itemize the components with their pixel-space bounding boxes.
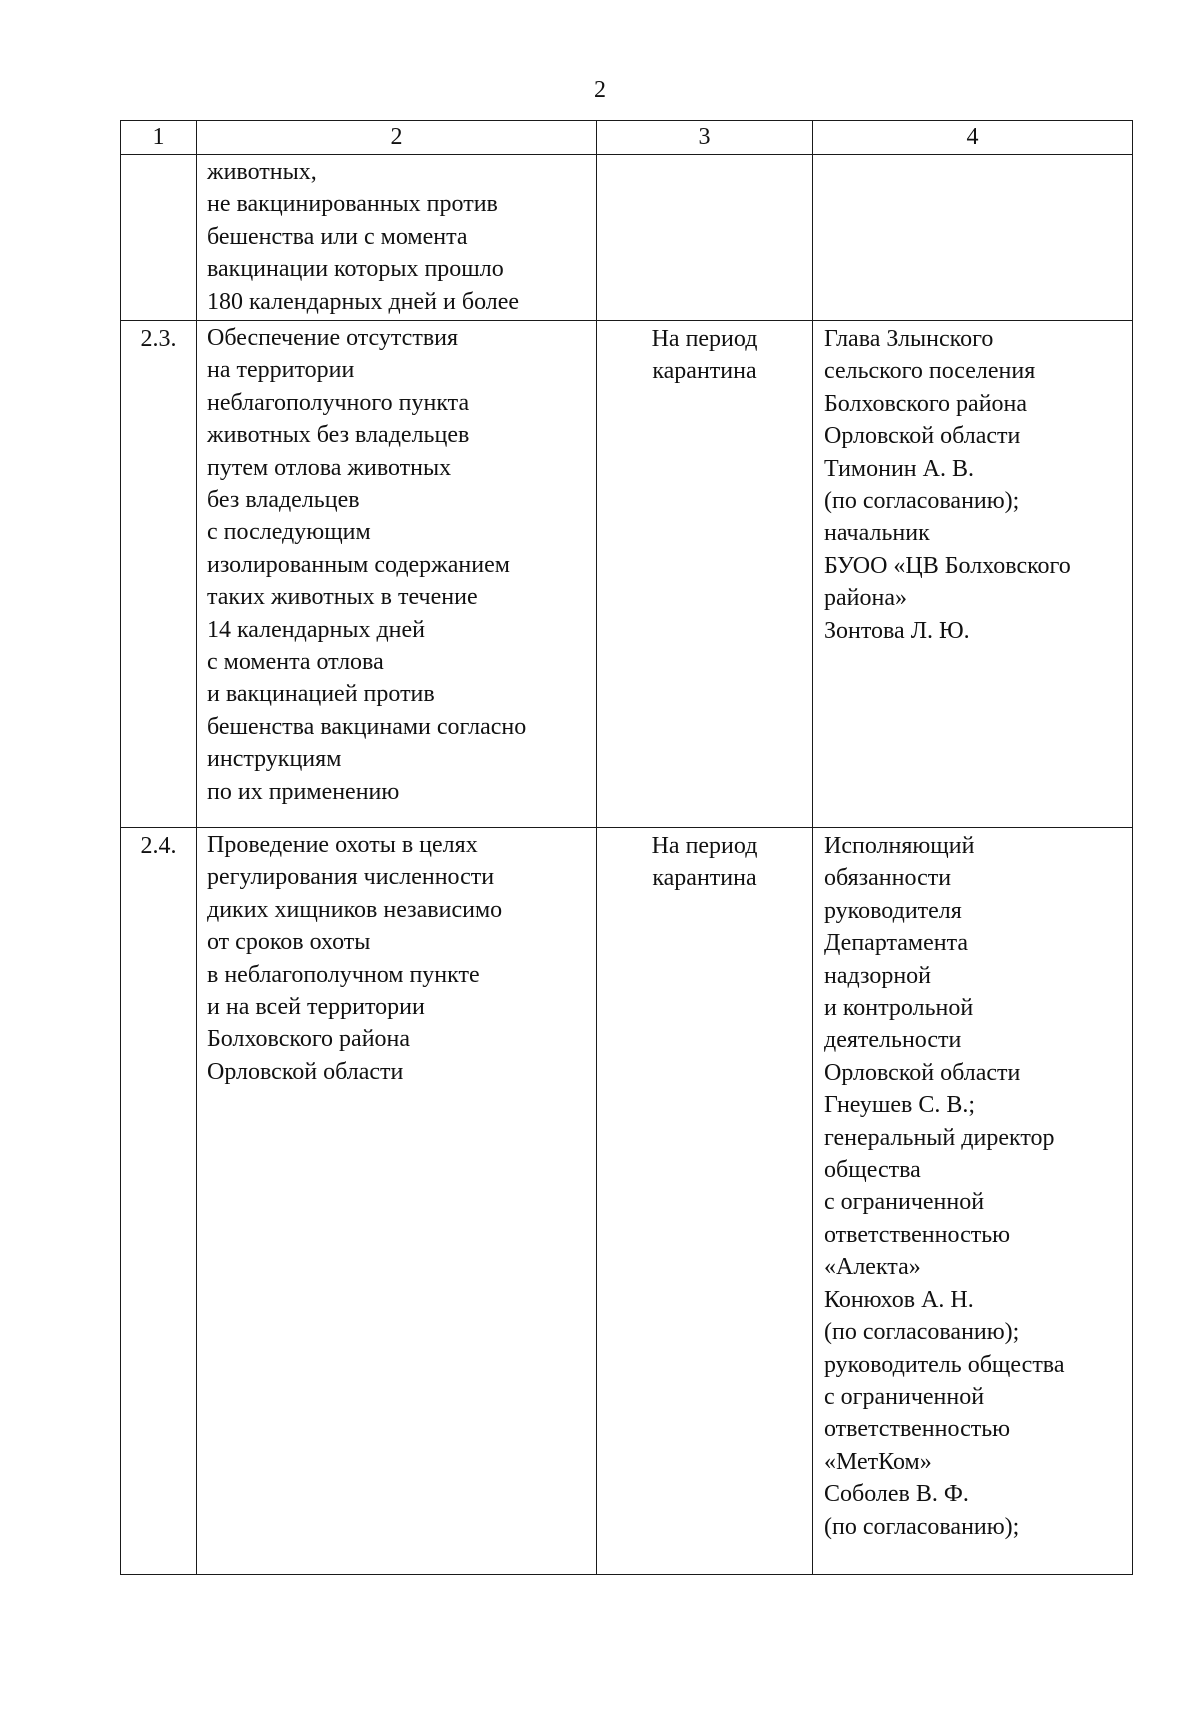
responsible-line: Гнеушев С. В.;	[824, 1092, 976, 1119]
measures-table	[120, 120, 1133, 1575]
column-number-3: 3	[597, 121, 813, 155]
description-line: и на всей территории	[207, 994, 425, 1021]
description-line: с момента отлова	[207, 649, 384, 676]
responsible-line: БУОО «ЦВ Болховского	[824, 552, 1071, 579]
description-line: Орловской области	[207, 1058, 404, 1085]
responsible-line: общества	[824, 1157, 921, 1184]
page-number: 2	[594, 77, 606, 103]
responsible-line: (по согласованию);	[824, 1513, 1020, 1540]
description-line: и вакцинацией против	[207, 681, 435, 708]
description-cell	[197, 321, 597, 828]
responsible-line: надзорной	[824, 962, 932, 989]
responsible-cell	[813, 828, 1133, 1575]
column-number-4: 4	[813, 121, 1133, 155]
responsible-line: Болховского района	[824, 390, 1028, 417]
description-line: по их применению	[207, 778, 400, 805]
description-line: регулирования численности	[207, 864, 495, 891]
item-number-cell: 2.4.	[121, 828, 197, 1575]
responsible-line: с ограниченной	[824, 1383, 985, 1410]
responsible-line: Исполняющий	[824, 833, 975, 859]
responsible-line: руководителя	[824, 897, 962, 924]
responsible-line: «Алекта»	[824, 1254, 921, 1281]
table-row	[121, 155, 1133, 321]
table-row	[121, 828, 1133, 1575]
description-cell	[197, 828, 597, 1575]
description-line: вакцинации которых прошло	[207, 256, 504, 283]
description-line: животных без владельцев	[207, 422, 470, 449]
responsible-line: Орловской области	[824, 423, 1021, 450]
responsible-line: Соболев В. Ф.	[824, 1481, 969, 1508]
responsible-cell	[813, 321, 1133, 828]
responsible-line: деятельности	[824, 1027, 962, 1054]
description-line: животных,	[207, 159, 317, 185]
term-cell	[597, 155, 813, 321]
description-line: 180 календарных дней и более	[207, 288, 520, 315]
table-header-row	[121, 121, 1133, 155]
responsible-line: района»	[824, 585, 907, 612]
description-line: неблагополучного пункта	[207, 389, 470, 416]
responsible-line: (по согласованию);	[824, 1319, 1020, 1346]
term-cell	[597, 321, 813, 828]
responsible-line: Зонтова Л. Ю.	[824, 617, 970, 644]
responsible-line: генеральный директор	[824, 1124, 1055, 1151]
description-cell	[197, 155, 597, 321]
description-line: не вакцинированных против	[207, 191, 498, 218]
responsible-line: ответственностью	[824, 1416, 1011, 1443]
responsible-line: Конюхов А. Н.	[824, 1286, 974, 1313]
description-line: Обеспечение отсутствия	[207, 325, 459, 351]
column-number-2: 2	[197, 121, 597, 155]
responsible-line: Орловской области	[824, 1059, 1021, 1086]
responsible-line: Департамента	[824, 930, 969, 957]
term-line: карантина	[652, 358, 757, 385]
responsible-line: руководитель общества	[824, 1351, 1065, 1378]
responsible-line: (по согласованию);	[824, 488, 1020, 515]
item-number-cell	[121, 155, 197, 321]
responsible-cell	[813, 155, 1133, 321]
responsible-line: начальник	[824, 520, 930, 547]
term-line: карантина	[652, 865, 757, 892]
description-line: от сроков охоты	[207, 929, 371, 956]
description-line: в неблагополучном пункте	[207, 961, 480, 988]
responsible-line: «МетКом»	[824, 1448, 932, 1475]
responsible-line: и контрольной	[824, 995, 974, 1022]
description-line: 14 календарных дней	[207, 616, 426, 643]
responsible-line: с ограниченной	[824, 1189, 985, 1216]
description-line: Болховского района	[207, 1026, 411, 1053]
description-line: изолированным содержанием	[207, 551, 510, 578]
term-cell	[597, 828, 813, 1575]
description-line: на территории	[207, 357, 355, 384]
responsible-line: сельского поселения	[824, 358, 1036, 385]
responsible-line: Глава Злынского	[824, 326, 994, 352]
description-line: бешенства или с момента	[207, 223, 468, 250]
description-line: инструкциям	[207, 746, 342, 773]
table-row	[121, 321, 1133, 828]
responsible-line: ответственностью	[824, 1221, 1011, 1248]
term-line: На период	[651, 326, 758, 352]
column-number-1: 1	[121, 121, 197, 155]
description-line: бешенства вакцинами согласно	[207, 713, 527, 740]
item-number-cell: 2.3.	[121, 321, 197, 828]
description-line: диких хищников независимо	[207, 896, 503, 923]
term-line: На период	[651, 833, 758, 859]
description-line: с последующим	[207, 519, 371, 546]
description-line: таких животных в течение	[207, 584, 478, 611]
responsible-line: обязанности	[824, 865, 952, 892]
responsible-line: Тимонин А. В.	[824, 455, 974, 482]
description-line: Проведение охоты в целях	[207, 832, 478, 858]
description-line: без владельцев	[207, 487, 360, 514]
description-line: путем отлова животных	[207, 454, 452, 481]
